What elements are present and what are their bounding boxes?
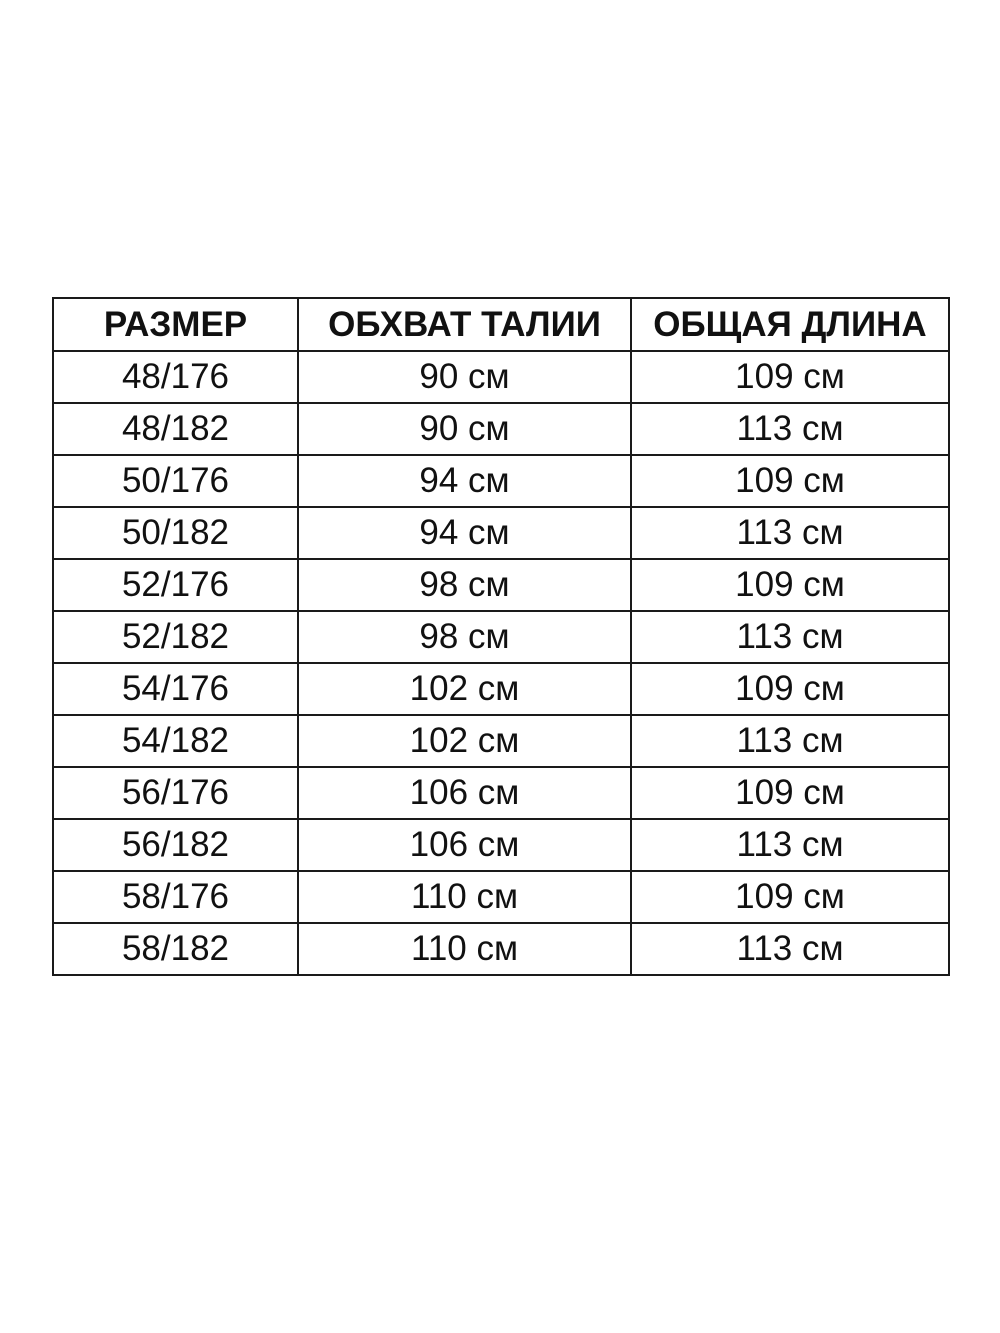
cell-length: 113 см: [631, 923, 949, 975]
cell-size: 58/176: [53, 871, 298, 923]
table-row: [53, 507, 949, 559]
table-row: [53, 923, 949, 975]
cell-length: 113 см: [631, 403, 949, 455]
table-body: [53, 351, 949, 975]
cell-size: 50/176: [53, 455, 298, 507]
header-size: РАЗМЕР: [53, 298, 298, 351]
table-row: [53, 351, 949, 403]
header-length: ОБЩАЯ ДЛИНА: [631, 298, 949, 351]
cell-length: 109 см: [631, 351, 949, 403]
table-row: [53, 403, 949, 455]
cell-size: 52/182: [53, 611, 298, 663]
table-row: [53, 611, 949, 663]
cell-waist: 94 см: [298, 507, 631, 559]
cell-size: 54/182: [53, 715, 298, 767]
size-chart-table: [52, 297, 950, 976]
cell-waist: 90 см: [298, 403, 631, 455]
table-row: [53, 663, 949, 715]
cell-size: 48/176: [53, 351, 298, 403]
cell-waist: 110 см: [298, 923, 631, 975]
cell-length: 109 см: [631, 559, 949, 611]
cell-waist: 98 см: [298, 611, 631, 663]
header-waist: ОБХВАТ ТАЛИИ: [298, 298, 631, 351]
cell-length: 113 см: [631, 819, 949, 871]
cell-size: 52/176: [53, 559, 298, 611]
cell-waist: 98 см: [298, 559, 631, 611]
cell-waist: 102 см: [298, 715, 631, 767]
table-row: [53, 767, 949, 819]
cell-size: 56/182: [53, 819, 298, 871]
table-header: [53, 298, 949, 351]
cell-size: 56/176: [53, 767, 298, 819]
cell-waist: 94 см: [298, 455, 631, 507]
table-row: [53, 715, 949, 767]
cell-length: 109 см: [631, 767, 949, 819]
table-row: [53, 455, 949, 507]
cell-length: 109 см: [631, 663, 949, 715]
cell-size: 58/182: [53, 923, 298, 975]
cell-size: 48/182: [53, 403, 298, 455]
cell-waist: 110 см: [298, 871, 631, 923]
cell-size: 54/176: [53, 663, 298, 715]
cell-waist: 106 см: [298, 767, 631, 819]
cell-waist: 106 см: [298, 819, 631, 871]
cell-waist: 90 см: [298, 351, 631, 403]
cell-waist: 102 см: [298, 663, 631, 715]
cell-length: 113 см: [631, 507, 949, 559]
cell-length: 113 см: [631, 715, 949, 767]
table-row: [53, 871, 949, 923]
cell-length: 109 см: [631, 871, 949, 923]
header-row: [53, 298, 949, 351]
cell-length: 109 см: [631, 455, 949, 507]
cell-size: 50/182: [53, 507, 298, 559]
cell-length: 113 см: [631, 611, 949, 663]
table-row: [53, 559, 949, 611]
table-row: [53, 819, 949, 871]
